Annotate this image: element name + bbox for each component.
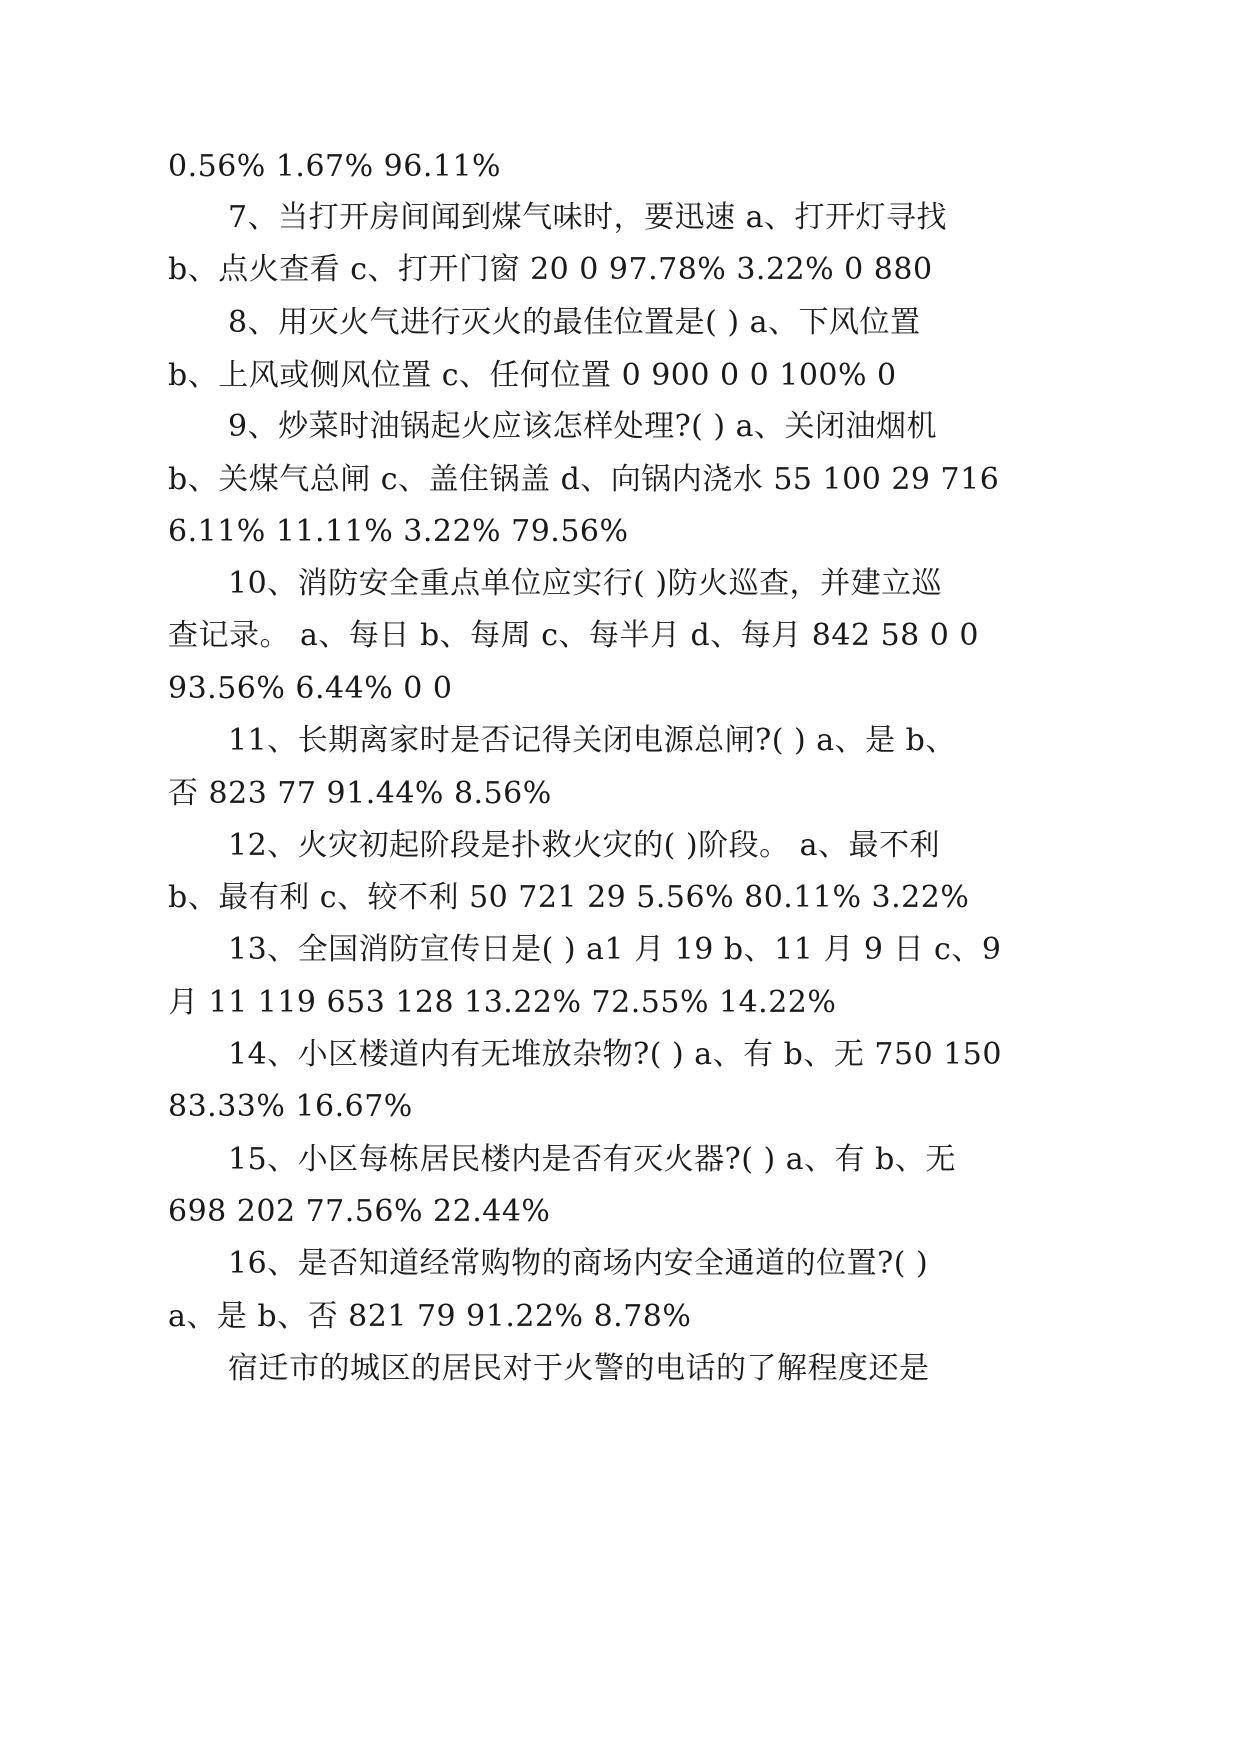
text-line: 93.56% 6.44% 0 0	[168, 671, 453, 706]
text-line: b、关煤气总闸 c、盖住锅盖 d、向锅内浇水 55 100 29 716	[168, 462, 1000, 497]
text-line: b、上风或侧风位置 c、任何位置 0 900 0 0 100% 0	[168, 358, 897, 393]
text-line: 查记录。 a、每日 b、每周 c、每半月 d、每月 842 58 0 0	[168, 618, 979, 653]
text-line: 6.11% 11.11% 3.22% 79.56%	[168, 514, 629, 549]
text-line: a、是 b、否 821 79 91.22% 8.78%	[168, 1299, 692, 1334]
text-line: 12、火灾初起阶段是扑救火灾的( )阶段。 a、最不利	[228, 828, 941, 863]
text-line: 14、小区楼道内有无堆放杂物?( ) a、有 b、无 750 150	[228, 1037, 1002, 1072]
text-line: 698 202 77.56% 22.44%	[168, 1194, 551, 1229]
text-line: 0.56% 1.67% 96.11%	[168, 149, 502, 184]
text-line: 10、消防安全重点单位应实行( )防火巡查，并建立巡	[228, 566, 943, 601]
text-line: 9、炒菜时油锅起火应该怎样处理?( ) a、关闭油烟机	[228, 409, 938, 444]
text-line: 月 11 119 653 128 13.22% 72.55% 14.22%	[168, 985, 837, 1020]
text-line: b、最有利 c、较不利 50 721 29 5.56% 80.11% 3.22%	[168, 880, 970, 915]
text-line: 15、小区每栋居民楼内是否有灭火器?( ) a、有 b、无	[228, 1142, 956, 1177]
text-line: 否 823 77 91.44% 8.56%	[168, 776, 552, 811]
text-line: b、点火查看 c、打开门窗 20 0 97.78% 3.22% 0 880	[168, 252, 933, 287]
text-line: 83.33% 16.67%	[168, 1089, 413, 1124]
text-line: 8、用灭火气进行灭火的最佳位置是( ) a、下风位置	[228, 305, 921, 340]
text-line: 11、长期离家时是否记得关闭电源总闸?( ) a、是 b、	[228, 723, 956, 758]
text-line: 16、是否知道经常购物的商场内安全通道的位置?( )	[228, 1246, 929, 1281]
text-line: 7、当打开房间闻到煤气味时，要迅速 a、打开灯寻找	[228, 200, 948, 235]
text-line: 13、全国消防宣传日是( ) a1 月 19 b、11 月 9 日 c、9	[228, 932, 1002, 967]
text-line: 宿迁市的城区的居民对于火警的电话的了解程度还是	[228, 1351, 930, 1386]
